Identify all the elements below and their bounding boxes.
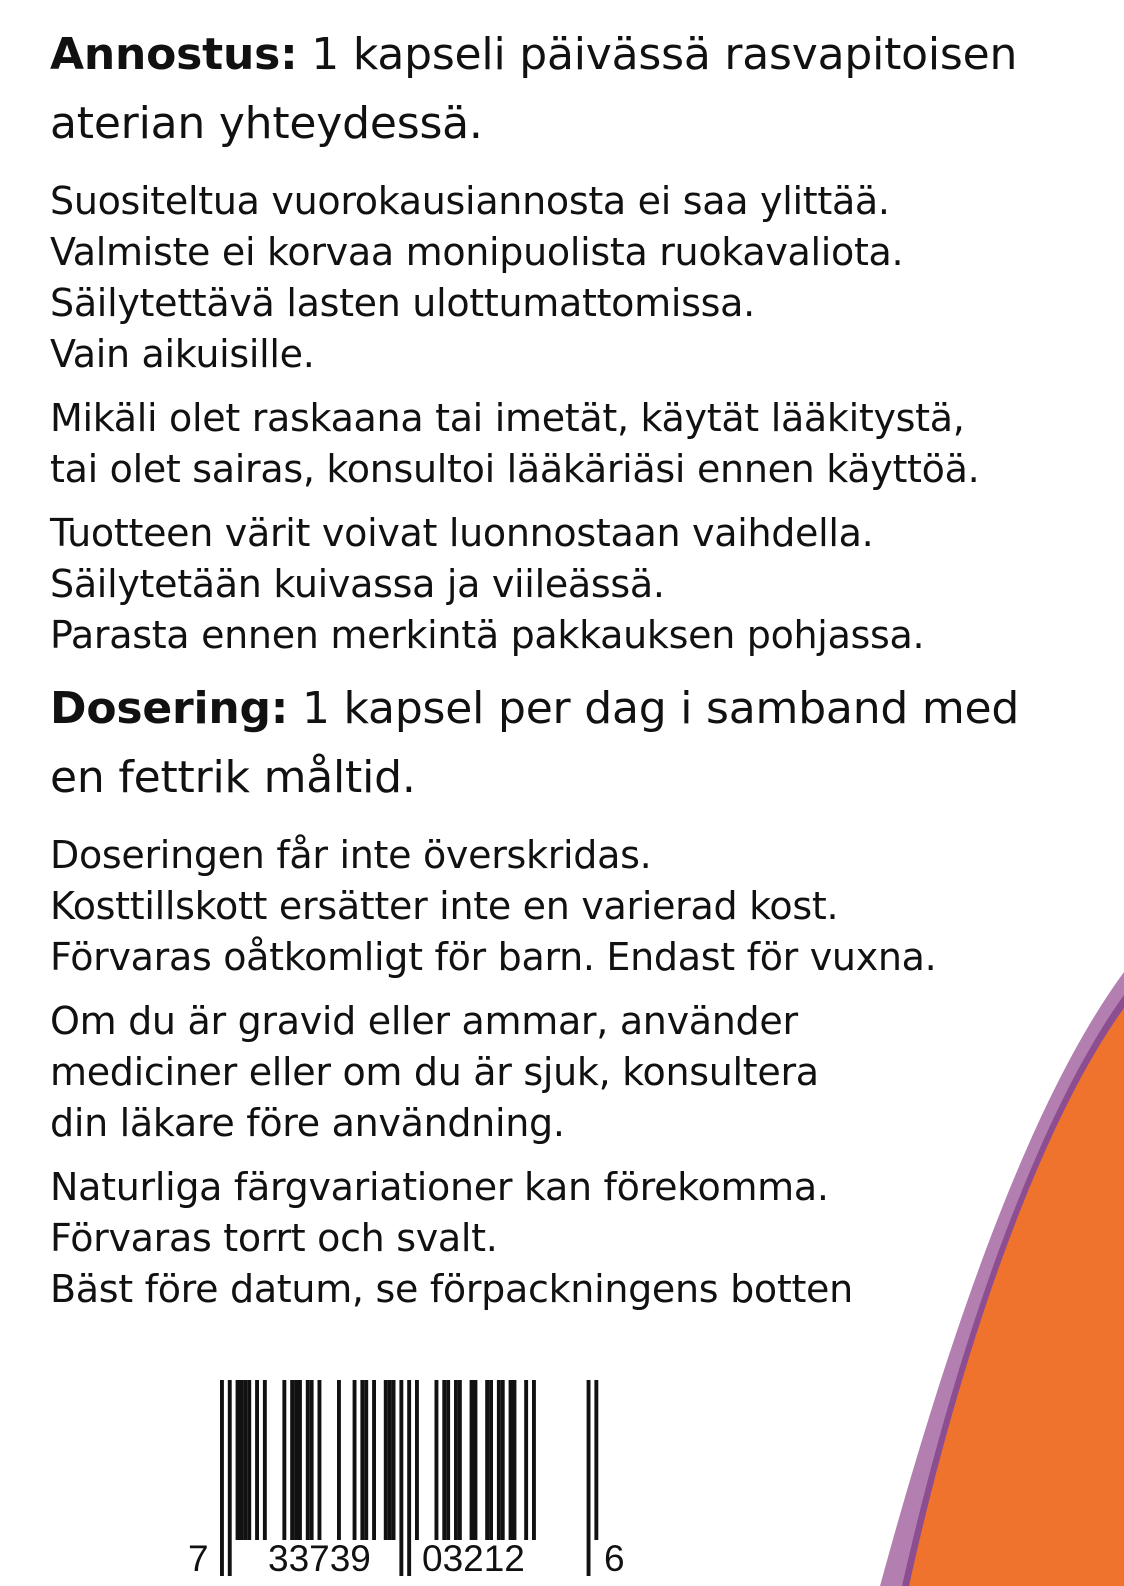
sv-consult-line: Om du är gravid eller ammar, använder — [50, 999, 798, 1043]
barcode-bar — [240, 1380, 244, 1540]
barcode-bar — [220, 1380, 224, 1576]
barcode-bar — [532, 1380, 536, 1540]
fi-storage-line: Parasta ennen merkintä pakkauksen pohjassa. — [50, 613, 925, 657]
barcode-bar — [228, 1380, 232, 1576]
fi-warning-line: Säilytettävä lasten ulottumattomissa. — [50, 281, 755, 325]
barcode-bar — [247, 1380, 251, 1540]
barcode-bar — [360, 1380, 364, 1540]
barcode-bar — [458, 1380, 462, 1540]
barcode-bar — [470, 1380, 474, 1540]
sv-storage-line: Förvaras torrt och svalt. — [50, 1216, 498, 1260]
barcode-bar — [407, 1380, 411, 1576]
barcode-bar — [587, 1380, 591, 1576]
barcode-group-left: 33739 — [268, 1538, 371, 1579]
fi-consult-line: Mikäli olet raskaana tai imetät, käytät lääkitystä, — [50, 396, 965, 440]
sv-warning-line: Kosttillskott ersätter inte en varierad kost. — [50, 884, 839, 928]
sv-dosage-line-1 — [50, 674, 1110, 743]
sv-warning-line: Förvaras oåtkomligt för barn. Endast för vuxna. — [50, 935, 937, 979]
barcode-bar — [294, 1380, 298, 1540]
barcode-bar — [485, 1380, 489, 1540]
barcode-bar — [435, 1380, 439, 1540]
barcode-bar — [446, 1380, 450, 1540]
fi-storage-line: Säilytetään kuivassa ja viileässä. — [50, 562, 665, 606]
barcode-bar — [392, 1380, 396, 1540]
barcode-bar — [337, 1380, 341, 1540]
barcode-bar — [364, 1380, 368, 1540]
barcode-bar — [282, 1380, 286, 1540]
fi-warning-line: Vain aikuisille. — [50, 332, 315, 376]
sv-storage-line: Naturliga färgvariationer kan förekomma. — [50, 1165, 829, 1209]
fi-storage-line: Tuotteen värit voivat luonnostaan vaihdella. — [50, 511, 874, 555]
barcode — [188, 1380, 628, 1580]
barcode-bar — [318, 1380, 322, 1540]
fi-dosage-label: Annostus: — [50, 29, 298, 80]
fi-dosage-line-2: aterian yhteydessä. — [50, 98, 483, 149]
barcode-digit-last: 6 — [604, 1538, 625, 1579]
barcode-bar — [306, 1380, 310, 1540]
barcode-bar — [454, 1380, 458, 1540]
sv-dosage-line-2: en fettrik måltid. — [50, 752, 416, 803]
barcode-bar — [236, 1380, 240, 1540]
barcode-bar — [243, 1380, 247, 1540]
barcode-bar — [415, 1380, 419, 1540]
fi-consult-line: tai olet sairas, konsultoi lääkäriäsi ennen käyttöä. — [50, 447, 980, 491]
barcode-bar — [372, 1380, 376, 1540]
barcode-bar — [513, 1380, 517, 1540]
fi-warning-line: Valmiste ei korvaa monipuolista ruokavaliota. — [50, 230, 904, 274]
barcode-bar — [310, 1380, 314, 1540]
barcode-bar — [497, 1380, 501, 1540]
barcode-bar — [501, 1380, 505, 1540]
sv-warning-line: Doseringen får inte överskridas. — [50, 833, 652, 877]
barcode-bar — [384, 1380, 388, 1540]
barcode-bar — [524, 1380, 528, 1540]
barcode-digit-first: 7 — [188, 1538, 209, 1579]
barcode-bar — [290, 1380, 294, 1540]
sv-dosage-text-1: 1 kapsel per dag i samband med — [288, 683, 1020, 734]
barcode-bar — [353, 1380, 357, 1540]
sv-consult-line: mediciner eller om du är sjuk, konsultera — [50, 1050, 819, 1094]
text-column — [50, 20, 1110, 1315]
barcode-bar — [474, 1380, 478, 1540]
barcode-bar — [509, 1380, 513, 1540]
sv-consult-line: din läkare före användning. — [50, 1101, 565, 1145]
barcode-bar — [594, 1380, 598, 1540]
barcode-bars — [188, 1380, 628, 1580]
barcode-bar — [442, 1380, 446, 1540]
fi-dosage-text-1: 1 kapseli päivässä rasvapitoisen — [297, 29, 1018, 80]
barcode-bar — [399, 1380, 403, 1576]
sv-storage-line: Bäst före datum, se förpackningens botten — [50, 1267, 853, 1311]
barcode-bar — [255, 1380, 259, 1540]
fi-dosage-line-1 — [50, 20, 1110, 89]
barcode-group-right: 03212 — [422, 1538, 525, 1579]
barcode-bar — [489, 1380, 493, 1540]
fi-warning-line: Suositeltua vuorokausiannosta ei saa ylittää. — [50, 179, 890, 223]
barcode-bar — [388, 1380, 392, 1540]
barcode-bar — [298, 1380, 302, 1540]
sv-dosage-label: Dosering: — [50, 683, 289, 734]
barcode-bar — [263, 1380, 267, 1540]
